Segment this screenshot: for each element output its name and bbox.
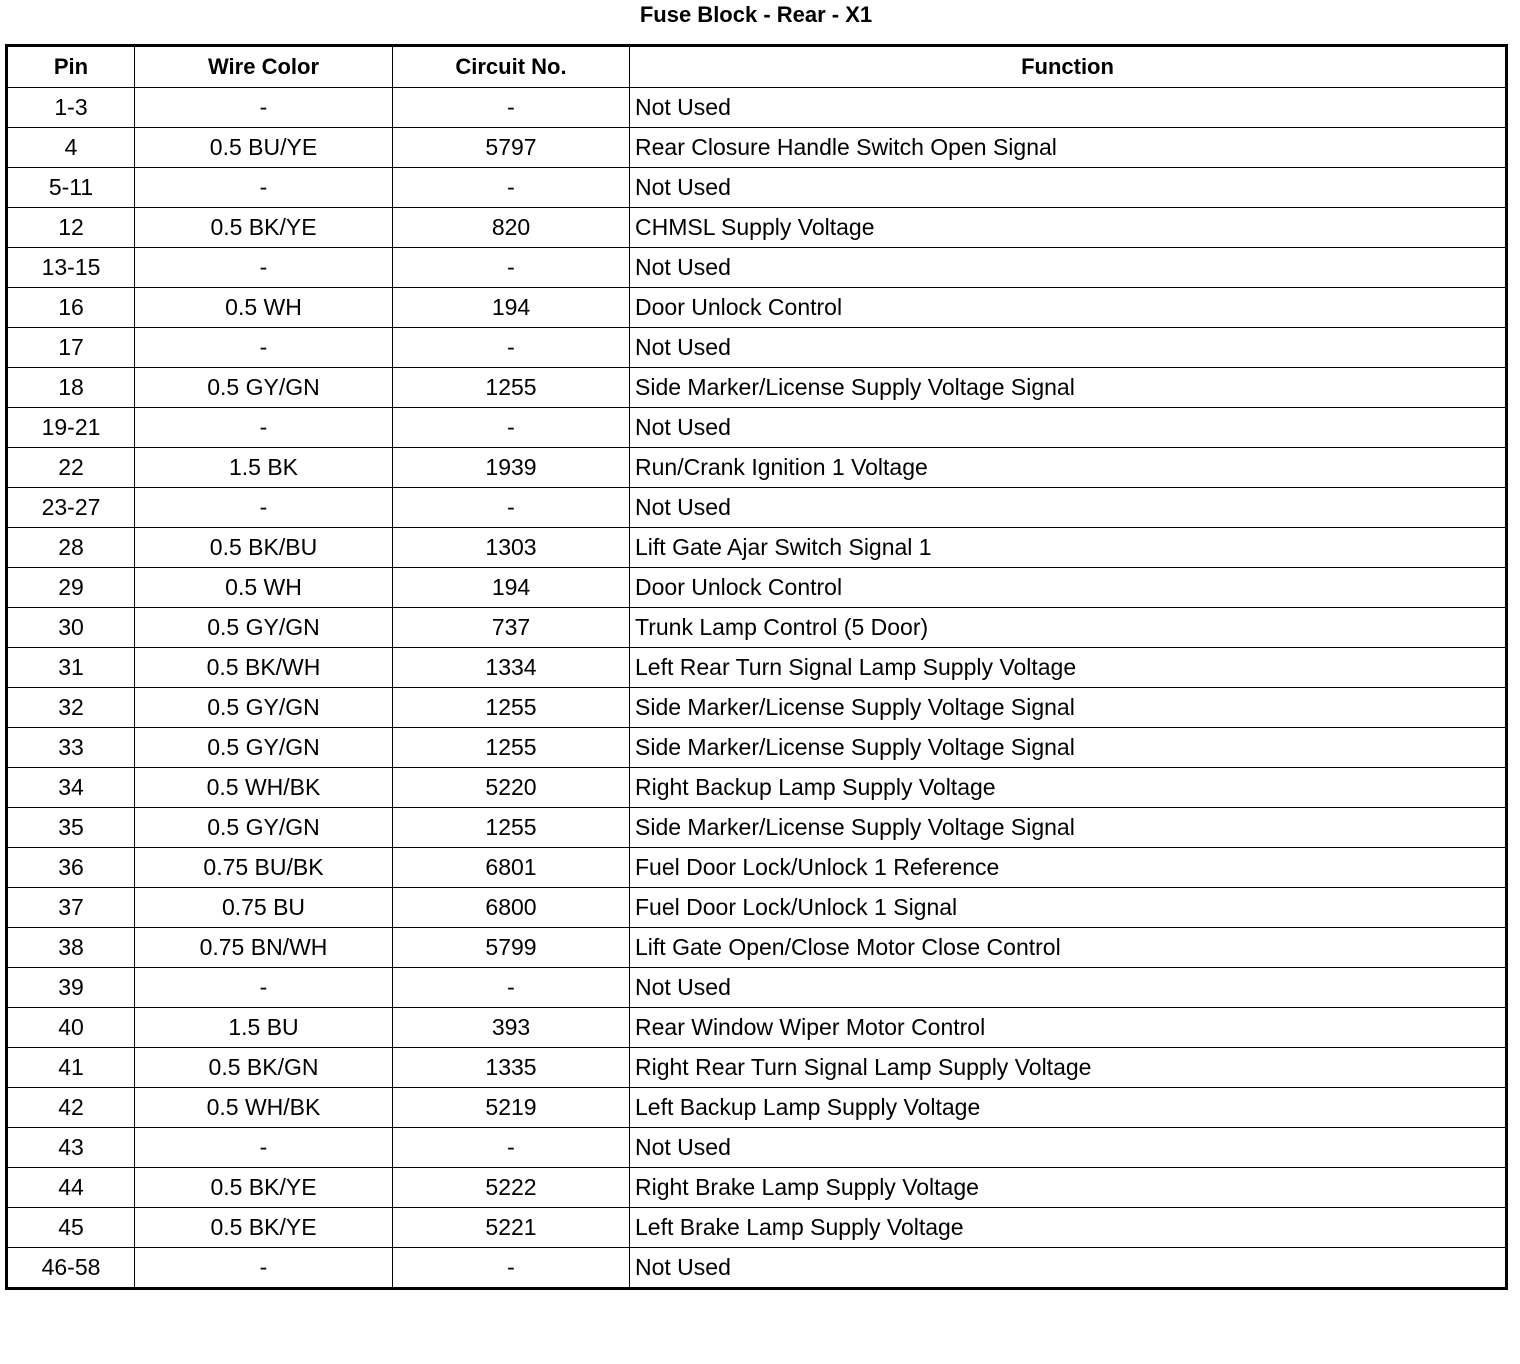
- pin-cell: 39: [7, 968, 135, 1008]
- pin-cell: 33: [7, 728, 135, 768]
- wire-color-cell: 0.5 BU/YE: [135, 128, 393, 168]
- table-row: [7, 368, 1507, 408]
- pin-cell: 41: [7, 1048, 135, 1088]
- wire-color-cell: -: [135, 168, 393, 208]
- pin-cell: 34: [7, 768, 135, 808]
- function-cell: Side Marker/License Supply Voltage Signal: [630, 728, 1507, 768]
- pin-cell: 30: [7, 608, 135, 648]
- function-cell: Right Backup Lamp Supply Voltage: [630, 768, 1507, 808]
- pin-cell: 5-11: [7, 168, 135, 208]
- page-title: Fuse Block - Rear - X1: [639, 2, 873, 27]
- function-cell: Left Brake Lamp Supply Voltage: [630, 1208, 1507, 1248]
- wire-color-cell: 0.5 BK/BU: [135, 528, 393, 568]
- function-cell: Fuel Door Lock/Unlock 1 Reference: [630, 848, 1507, 888]
- pin-cell: 12: [7, 208, 135, 248]
- function-cell: Not Used: [630, 328, 1507, 368]
- circuit-no-cell: 1255: [393, 688, 630, 728]
- table-row: [7, 208, 1507, 248]
- pin-cell: 44: [7, 1168, 135, 1208]
- header-pin: Pin: [7, 46, 135, 88]
- pin-cell: 29: [7, 568, 135, 608]
- circuit-no-cell: -: [393, 1128, 630, 1168]
- function-cell: Not Used: [630, 1128, 1507, 1168]
- wire-color-cell: 0.5 WH: [135, 568, 393, 608]
- circuit-no-cell: 5219: [393, 1088, 630, 1128]
- wire-color-cell: 1.5 BU: [135, 1008, 393, 1048]
- table-row: [7, 1168, 1507, 1208]
- circuit-no-cell: 393: [393, 1008, 630, 1048]
- wire-color-cell: 0.5 BK/YE: [135, 1208, 393, 1248]
- circuit-no-cell: 1255: [393, 368, 630, 408]
- circuit-no-cell: -: [393, 968, 630, 1008]
- circuit-no-cell: 5799: [393, 928, 630, 968]
- pin-cell: 13-15: [7, 248, 135, 288]
- wire-color-cell: 0.75 BN/WH: [135, 928, 393, 968]
- table-row: [7, 488, 1507, 528]
- circuit-no-cell: 820: [393, 208, 630, 248]
- table-row: [7, 248, 1507, 288]
- table-row: [7, 1208, 1507, 1248]
- wire-color-cell: -: [135, 328, 393, 368]
- circuit-no-cell: -: [393, 488, 630, 528]
- pin-cell: 43: [7, 1128, 135, 1168]
- pin-cell: 22: [7, 448, 135, 488]
- table-row: [7, 888, 1507, 928]
- table-row: [7, 688, 1507, 728]
- function-cell: Door Unlock Control: [630, 288, 1507, 328]
- pin-cell: 23-27: [7, 488, 135, 528]
- pin-cell: 1-3: [7, 88, 135, 128]
- table-row: [7, 1048, 1507, 1088]
- table-row: [7, 848, 1507, 888]
- pin-cell: 36: [7, 848, 135, 888]
- table-row: [7, 1008, 1507, 1048]
- wire-color-cell: -: [135, 488, 393, 528]
- function-cell: Door Unlock Control: [630, 568, 1507, 608]
- pin-cell: 17: [7, 328, 135, 368]
- wire-color-cell: 0.5 BK/YE: [135, 1168, 393, 1208]
- pin-cell: 28: [7, 528, 135, 568]
- table-row: [7, 328, 1507, 368]
- table-row: [7, 728, 1507, 768]
- function-cell: Fuel Door Lock/Unlock 1 Signal: [630, 888, 1507, 928]
- function-cell: Rear Closure Handle Switch Open Signal: [630, 128, 1507, 168]
- table-row: [7, 928, 1507, 968]
- circuit-no-cell: 1335: [393, 1048, 630, 1088]
- circuit-no-cell: -: [393, 328, 630, 368]
- circuit-no-cell: 1939: [393, 448, 630, 488]
- circuit-no-cell: 1255: [393, 808, 630, 848]
- table-row: [7, 608, 1507, 648]
- table-row: [7, 968, 1507, 1008]
- circuit-no-cell: 5222: [393, 1168, 630, 1208]
- wire-color-cell: -: [135, 1128, 393, 1168]
- table-row: [7, 448, 1507, 488]
- wire-color-cell: 0.5 BK/YE: [135, 208, 393, 248]
- function-cell: Side Marker/License Supply Voltage Signal: [630, 688, 1507, 728]
- table-row: [7, 1088, 1507, 1128]
- wire-color-cell: 0.75 BU: [135, 888, 393, 928]
- pin-cell: 18: [7, 368, 135, 408]
- wire-color-cell: -: [135, 88, 393, 128]
- function-cell: Right Rear Turn Signal Lamp Supply Voltage: [630, 1048, 1507, 1088]
- pin-cell: 31: [7, 648, 135, 688]
- wire-color-cell: 0.5 GY/GN: [135, 728, 393, 768]
- table-row: [7, 528, 1507, 568]
- circuit-no-cell: 5220: [393, 768, 630, 808]
- circuit-no-cell: 6800: [393, 888, 630, 928]
- function-cell: Not Used: [630, 88, 1507, 128]
- pin-cell: 35: [7, 808, 135, 848]
- function-cell: Lift Gate Open/Close Motor Close Control: [630, 928, 1507, 968]
- function-cell: Not Used: [630, 1248, 1507, 1289]
- pin-cell: 40: [7, 1008, 135, 1048]
- wire-color-cell: 0.5 GY/GN: [135, 688, 393, 728]
- pin-cell: 37: [7, 888, 135, 928]
- function-cell: Not Used: [630, 968, 1507, 1008]
- pin-cell: 38: [7, 928, 135, 968]
- connector-pinout-table: [5, 44, 1508, 1290]
- wire-color-cell: 0.5 WH/BK: [135, 768, 393, 808]
- pin-cell: 32: [7, 688, 135, 728]
- circuit-no-cell: 1303: [393, 528, 630, 568]
- wire-color-cell: 0.5 GY/GN: [135, 608, 393, 648]
- header-function: Function: [630, 46, 1507, 88]
- pin-cell: 45: [7, 1208, 135, 1248]
- function-cell: Right Brake Lamp Supply Voltage: [630, 1168, 1507, 1208]
- wire-color-cell: 0.5 WH/BK: [135, 1088, 393, 1128]
- wire-color-cell: -: [135, 968, 393, 1008]
- wire-color-cell: -: [135, 248, 393, 288]
- table-row: [7, 408, 1507, 448]
- wire-color-cell: 0.5 BK/WH: [135, 648, 393, 688]
- header-wire-color: Wire Color: [135, 46, 393, 88]
- circuit-no-cell: -: [393, 168, 630, 208]
- table-row: [7, 1248, 1507, 1289]
- function-cell: Left Rear Turn Signal Lamp Supply Voltage: [630, 648, 1507, 688]
- table-row: [7, 168, 1507, 208]
- function-cell: Side Marker/License Supply Voltage Signal: [630, 808, 1507, 848]
- wire-color-cell: 0.5 WH: [135, 288, 393, 328]
- circuit-no-cell: -: [393, 408, 630, 448]
- wire-color-cell: -: [135, 408, 393, 448]
- circuit-no-cell: 737: [393, 608, 630, 648]
- wire-color-cell: 1.5 BK: [135, 448, 393, 488]
- header-circuit-no: Circuit No.: [393, 46, 630, 88]
- function-cell: CHMSL Supply Voltage: [630, 208, 1507, 248]
- circuit-no-cell: 5221: [393, 1208, 630, 1248]
- function-cell: Trunk Lamp Control (5 Door): [630, 608, 1507, 648]
- pin-cell: 4: [7, 128, 135, 168]
- circuit-no-cell: 1255: [393, 728, 630, 768]
- function-cell: Lift Gate Ajar Switch Signal 1: [630, 528, 1507, 568]
- table-row: [7, 808, 1507, 848]
- wire-color-cell: 0.5 GY/GN: [135, 808, 393, 848]
- circuit-no-cell: 5797: [393, 128, 630, 168]
- function-cell: Rear Window Wiper Motor Control: [630, 1008, 1507, 1048]
- circuit-no-cell: 1334: [393, 648, 630, 688]
- pin-cell: 46-58: [7, 1248, 135, 1289]
- function-cell: Side Marker/License Supply Voltage Signal: [630, 368, 1507, 408]
- function-cell: Run/Crank Ignition 1 Voltage: [630, 448, 1507, 488]
- function-cell: Left Backup Lamp Supply Voltage: [630, 1088, 1507, 1128]
- function-cell: Not Used: [630, 488, 1507, 528]
- table-row: [7, 88, 1507, 128]
- table-header-row: [7, 46, 1507, 88]
- pin-cell: 16: [7, 288, 135, 328]
- circuit-no-cell: 194: [393, 288, 630, 328]
- circuit-no-cell: 6801: [393, 848, 630, 888]
- pin-cell: 42: [7, 1088, 135, 1128]
- table-row: [7, 128, 1507, 168]
- wire-color-cell: 0.5 GY/GN: [135, 368, 393, 408]
- wire-color-cell: 0.75 BU/BK: [135, 848, 393, 888]
- table-row: [7, 288, 1507, 328]
- table-row: [7, 568, 1507, 608]
- table-row: [7, 1128, 1507, 1168]
- pin-cell: 19-21: [7, 408, 135, 448]
- function-cell: Not Used: [630, 248, 1507, 288]
- wire-color-cell: -: [135, 1248, 393, 1289]
- wire-color-cell: 0.5 BK/GN: [135, 1048, 393, 1088]
- circuit-no-cell: -: [393, 1248, 630, 1289]
- circuit-no-cell: -: [393, 88, 630, 128]
- table-row: [7, 648, 1507, 688]
- function-cell: Not Used: [630, 168, 1507, 208]
- table-row: [7, 768, 1507, 808]
- circuit-no-cell: 194: [393, 568, 630, 608]
- function-cell: Not Used: [630, 408, 1507, 448]
- circuit-no-cell: -: [393, 248, 630, 288]
